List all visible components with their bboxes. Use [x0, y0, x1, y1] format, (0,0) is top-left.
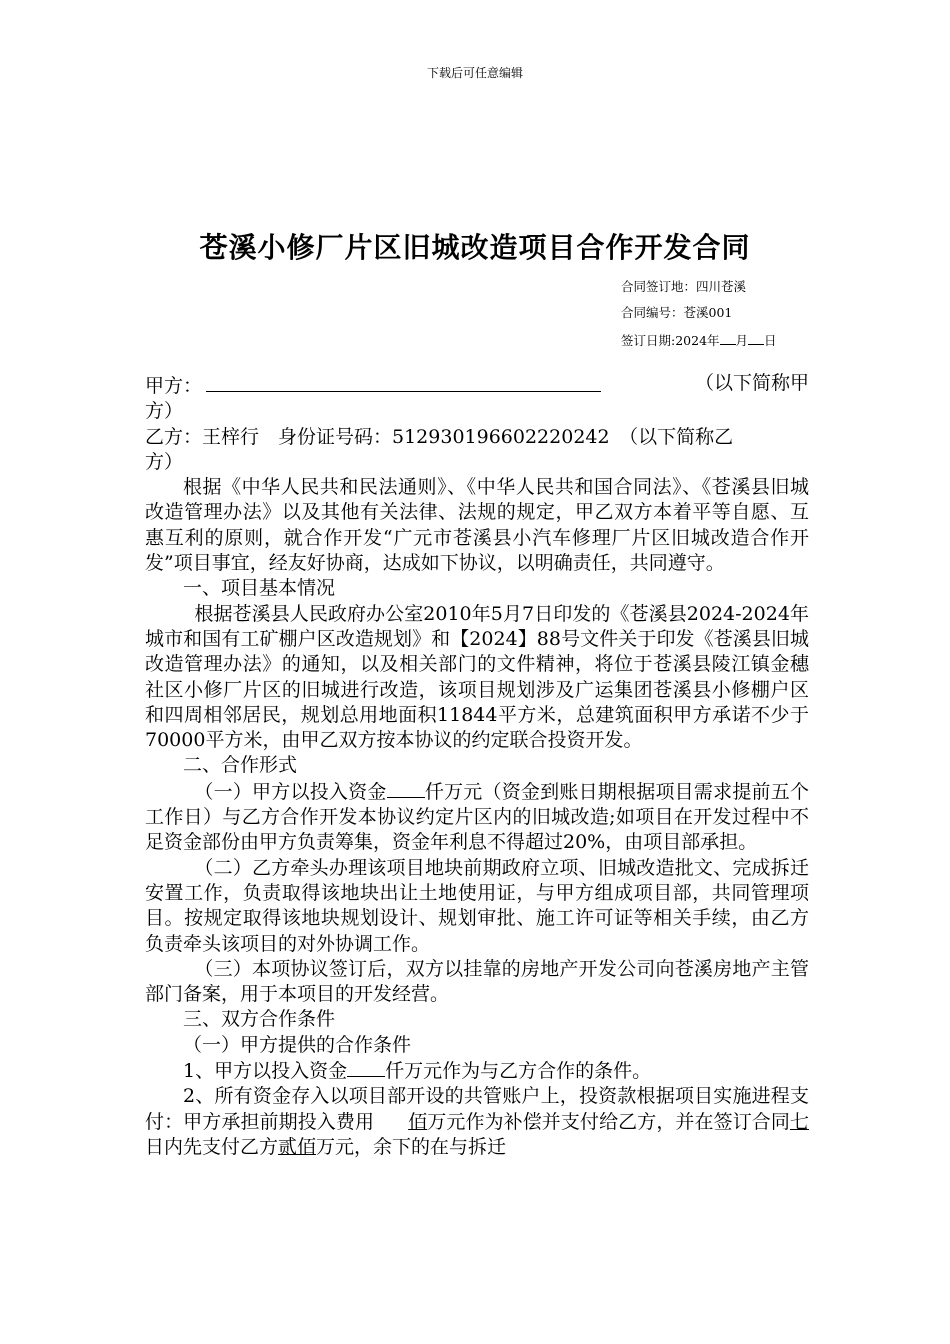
section-2-item-2: （二）乙方牵头办理该项目地块前期政府立项、旧城改造批文、完成拆迁安置工作，负责取得该地块出让土地使用证，与甲方组成项目部，共同管理项目。按规定取得该地块规划设计、规划审批、施工许可证等相关手续，由乙方负责牵头该项目的对外协调工作。: [145, 856, 809, 955]
s3-item-2-amount-2: 贰佰: [278, 1135, 317, 1158]
header-note: 下载后可任意编辑: [426, 66, 523, 80]
s3-amount-blank: [347, 1058, 385, 1077]
s3-item-2-amount: [374, 1111, 427, 1133]
party-a-line: [145, 371, 809, 399]
signing-date: [621, 326, 777, 354]
item-1-text-a: （一）甲方以投入资金: [194, 780, 387, 803]
section-3-item-2: [145, 1084, 809, 1160]
party-a-label: 甲方：: [145, 375, 203, 397]
party-b-line: 乙方：王梓行 身份证号码：512930196602220242 （以下简称乙: [145, 425, 734, 448]
section-3-item-1: [145, 1058, 809, 1084]
amount-blank: [387, 779, 425, 798]
party-b-line-2: 方）: [145, 450, 184, 473]
signing-date-month: 月: [735, 333, 749, 348]
s3-item-1-text-b: 仟万元作为与乙方合作的条件。: [385, 1060, 652, 1083]
s3-item-1-text-a: 1、甲方以投入资金: [183, 1060, 348, 1083]
contract-meta: [621, 274, 777, 354]
item-1-text-b: 仟万元（资金到账日期根据项目需求提前五个工作日）与乙方合作开发本协议约定片区内的旧城改造;如项目在开发过程中不足资金部份由甲方负责筹集，资金年利息不得超过20%，由项目部承担。: [145, 780, 809, 854]
day-blank: [748, 326, 764, 345]
section-1-heading: 一、项目基本情况: [183, 577, 336, 600]
section-3-sub-1: （一）甲方提供的合作条件: [183, 1033, 412, 1056]
section-1-text: 根据苍溪县人民政府办公室2010年5月7日印发的《苍溪县2024-2024年城市和国有工矿棚户区改造规划》和【2024】88号文件关于印发《苍溪县旧城改造管理办法》的通知，以及相关部门的文件精神，将位于苍溪县陵江镇金穗社区小修厂片区的旧城进行改造，该项目规划涉及广运集团苍溪县小修棚户区和四周相邻居民，规划总用地面积11844平方米，总建筑面积甲方承诺不少于70000平方米，由甲乙双方按本协议的约定联合投资开发。: [145, 602, 809, 752]
s3-item-2-text-b: 万元作为补偿并支付给乙方，并在签订合同: [427, 1110, 790, 1133]
signing-place: 合同签订地：四川苍溪: [621, 279, 747, 294]
signing-date-day: 日: [764, 333, 777, 348]
contract-body: [145, 371, 809, 1160]
party-a-suffix: （以下简称甲: [694, 372, 809, 394]
month-blank: [720, 326, 736, 345]
s3-item-2-days: 七: [789, 1110, 809, 1133]
s3-item-2-amount-space: [374, 1110, 408, 1128]
signing-date-prefix: 签订日期:2024年: [621, 333, 720, 348]
section-2-item-1: [145, 779, 809, 856]
document-title: 苍溪小修厂片区旧城改造项目合作开发合同: [199, 231, 751, 264]
s3-item-2-text-a: 2、所有资金存入以项目部开设的共管账户上，投资款根据项目实施进程支付：甲方承担前期投入费用: [145, 1085, 809, 1133]
section-3-heading: 三、双方合作条件: [183, 1008, 336, 1031]
s3-item-2-text-d: 万元，余下的在与拆迁: [316, 1135, 507, 1158]
section-2-heading: 二、合作形式: [183, 754, 298, 777]
party-a-blank: [206, 371, 601, 392]
party-a-suffix-2: 方）: [145, 400, 184, 423]
intro-paragraph: 根据《中华人民共和民法通则》、《中华人民共和国合同法》、《苍溪县旧城改造管理办法》以及其他有关法律、法规的规定，甲乙双方本着平等自愿、互惠互利的原则，就合作开发“广元市苍溪县小汽车修理厂片区旧城改造合作开发”项目事宜，经友好协商，达成如下协议，以明确责任，共同遵守。: [145, 476, 809, 575]
contract-number: 合同编号：苍溪001: [621, 305, 733, 320]
section-2-item-3: （三）本项协议签订后，双方以挂靠的房地产开发公司向苍溪房地产主管部门备案，用于本项目的开发经营。: [145, 957, 809, 1006]
s3-item-2-text-c: 日内先支付乙方: [145, 1135, 279, 1158]
s3-item-2-amount-text: 佰: [408, 1110, 428, 1133]
